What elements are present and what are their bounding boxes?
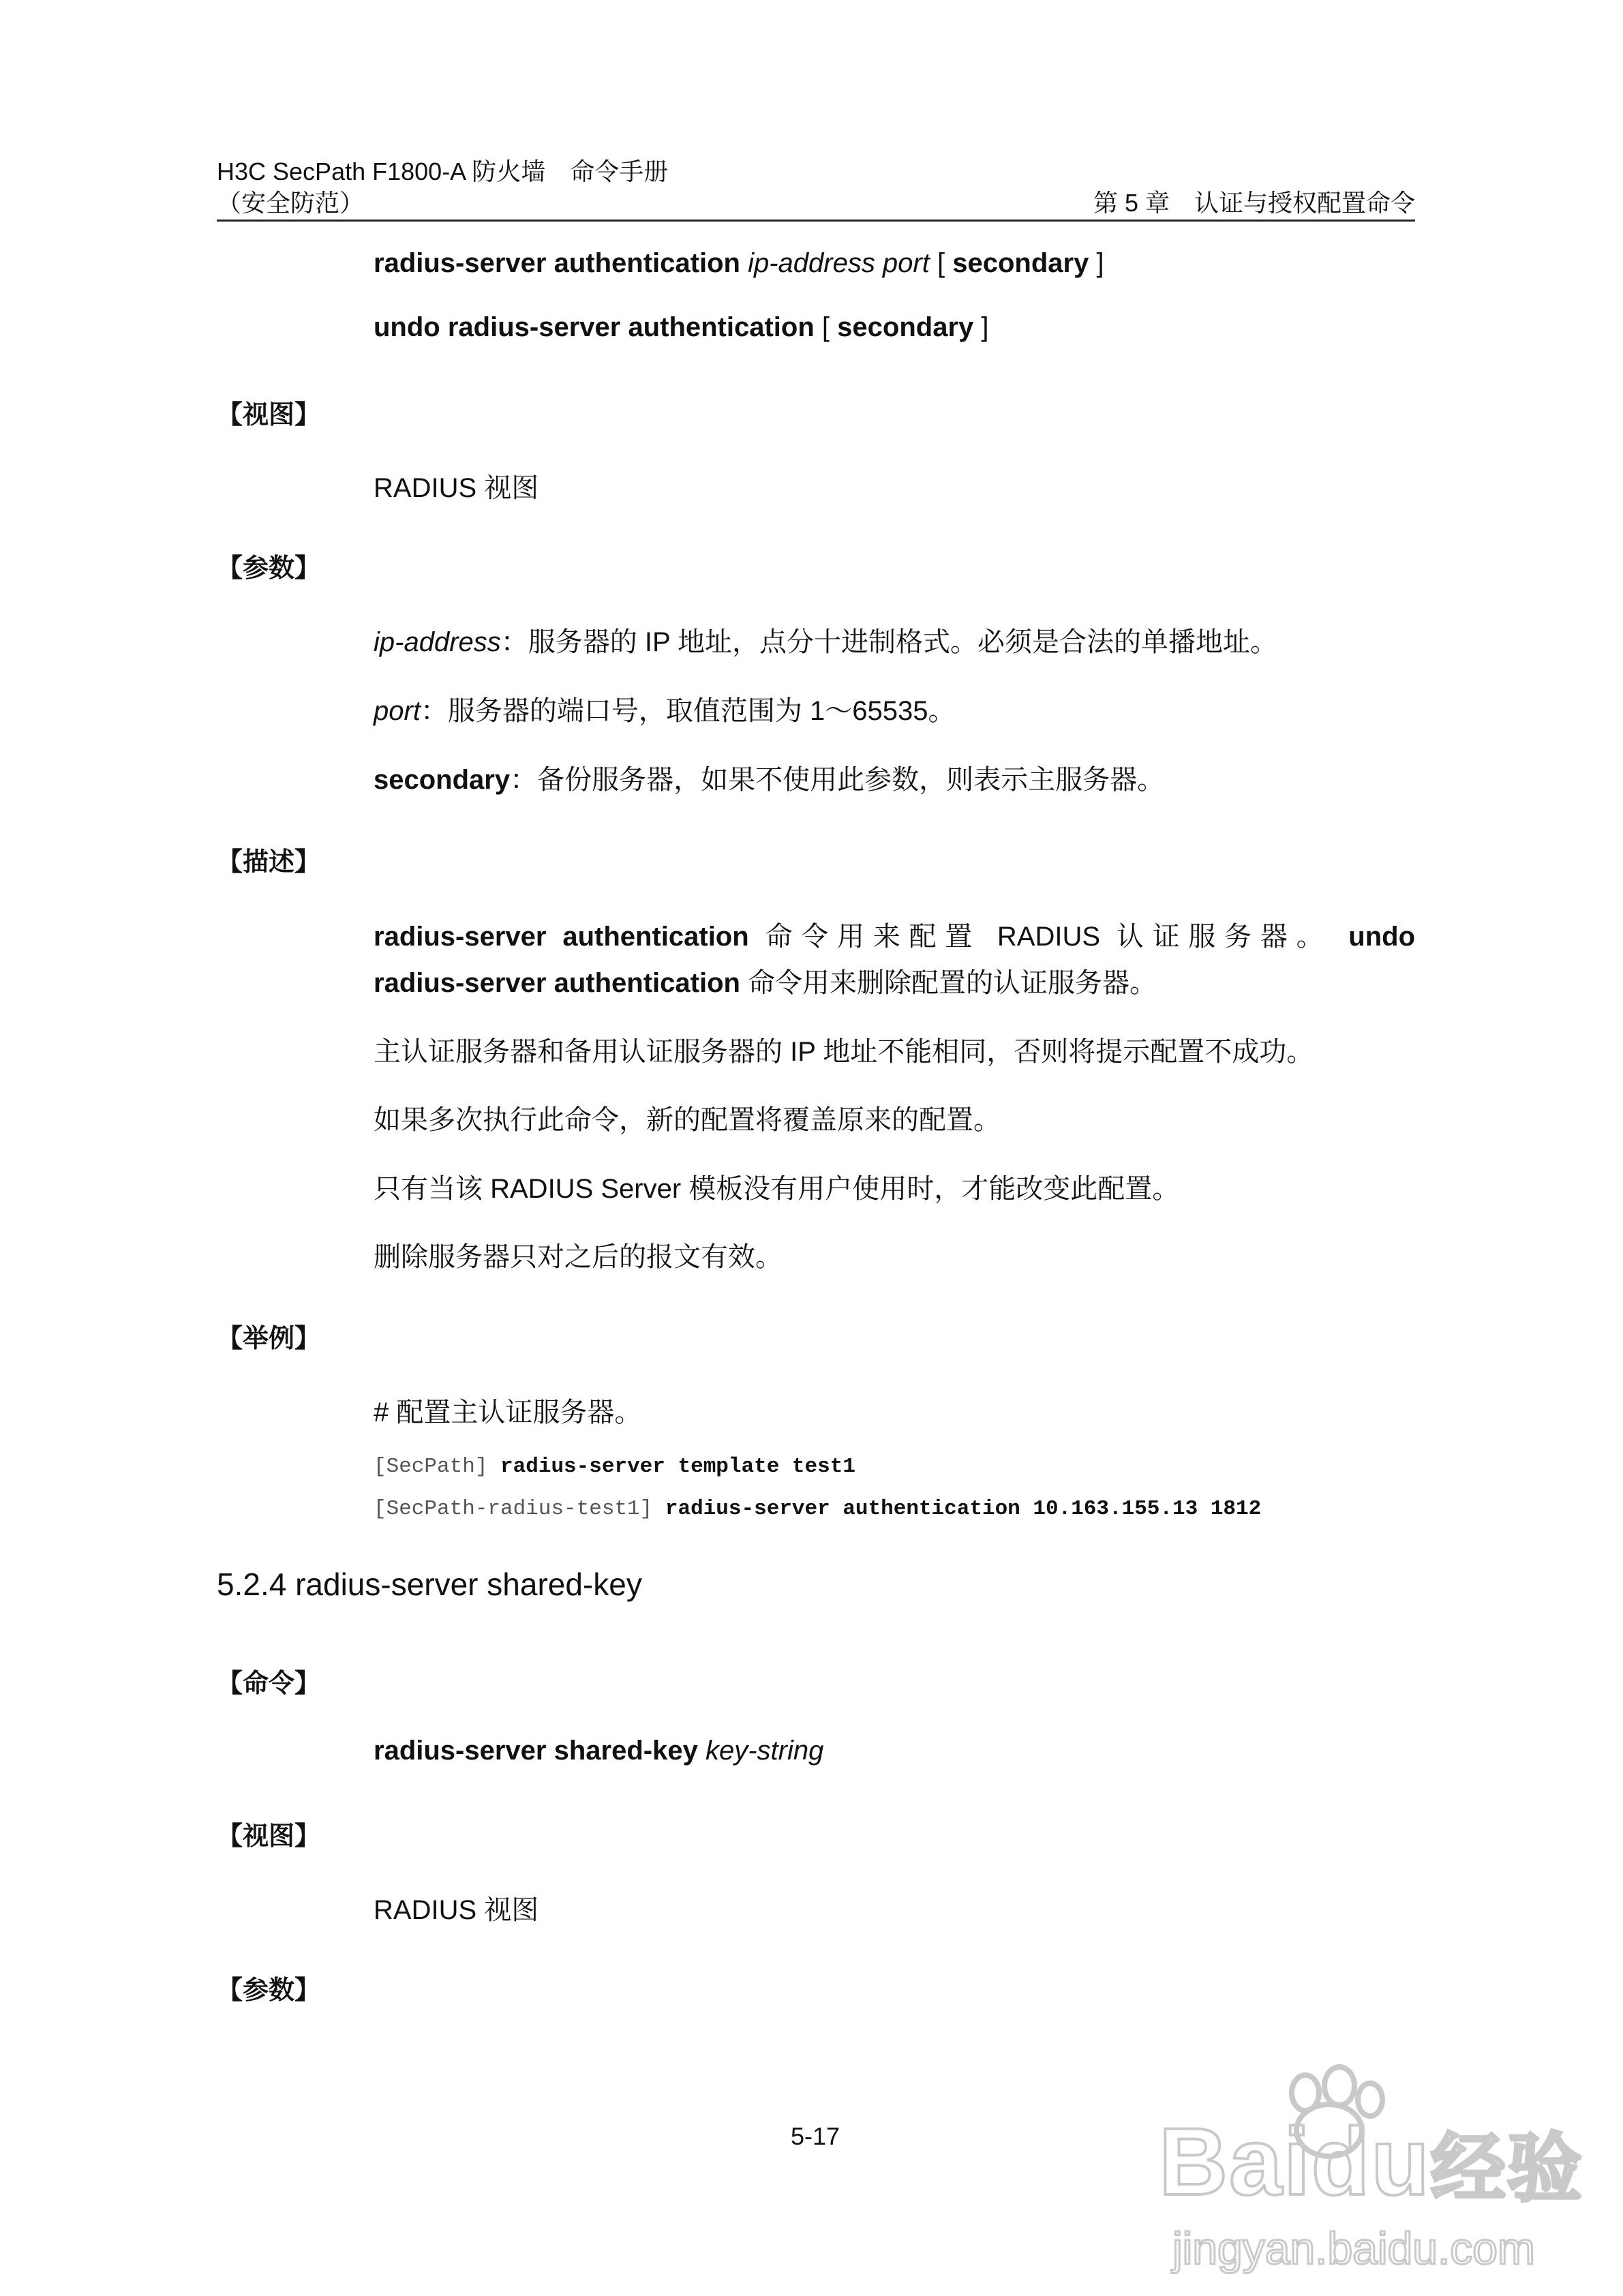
view-text: RADIUS 视图 xyxy=(374,1895,539,1925)
code-command: radius-server template test1 xyxy=(500,1455,855,1479)
param-text: ：服务器的端口号，取值范围为 1～65535。 xyxy=(420,696,956,726)
header-rule xyxy=(217,220,1415,222)
param-name: ip-address xyxy=(374,627,501,657)
command-args: ip-address port xyxy=(748,248,930,278)
example-comment: # 配置主认证服务器。 xyxy=(374,1398,642,1428)
section-description: 【描述】 xyxy=(217,848,321,877)
desc-paragraph: 删除服务器只对之后的报文有效。 xyxy=(374,1242,783,1272)
page-number: 5-17 xyxy=(791,2122,840,2150)
param-ip-address xyxy=(374,620,1277,659)
desc-text: 命令用来配置 RADIUS 认证服务器。 xyxy=(765,922,1333,952)
code-line xyxy=(374,1497,1261,1521)
command-arg: key-string xyxy=(705,1736,824,1766)
desc-text: 命令用来删除配置的认证服务器。 xyxy=(748,968,1157,998)
section-view: 【视图】 xyxy=(217,1822,321,1851)
section-heading: 5.2.4 radius-server shared-key xyxy=(217,1567,642,1602)
desc-line-2 xyxy=(374,961,1157,1000)
undo-command-keyword: undo radius-server authentication xyxy=(374,312,815,342)
param-name: port xyxy=(374,696,421,726)
section-params: 【参数】 xyxy=(217,554,321,583)
command-keyword: radius-server authentication xyxy=(374,248,740,278)
watermark-url: jingyan.baidu.com xyxy=(1172,2223,1535,2274)
opt-close: ] xyxy=(1096,248,1104,278)
code-command: radius-server authentication 10.163.155.13 1812 xyxy=(665,1497,1262,1521)
param-text: ：服务器的 IP 地址，点分十进制格式。必须是合法的单播地址。 xyxy=(500,627,1278,657)
opt-close: ] xyxy=(981,312,989,342)
param-port xyxy=(374,689,956,728)
baidu-watermark xyxy=(1159,2059,1583,2277)
desc-paragraph: 如果多次执行此命令，新的配置将覆盖原来的配置。 xyxy=(374,1105,1001,1135)
desc-command: radius-server authentication xyxy=(374,968,740,998)
desc-paragraph: 主认证服务器和备用认证服务器的 IP 地址不能相同，否则将提示配置不成功。 xyxy=(374,1037,1314,1067)
opt-open: [ xyxy=(821,312,830,342)
section-example: 【举例】 xyxy=(217,1325,321,1353)
param-name: secondary xyxy=(374,765,511,795)
view-text: RADIUS 视图 xyxy=(374,473,539,503)
header-chapter: 第 5 章 认证与授权配置命令 xyxy=(1093,189,1415,217)
command-syntax-1 xyxy=(374,248,1104,279)
desc-paragraph: 只有当该 RADIUS Server 模板没有用户使用时，才能改变此配置。 xyxy=(374,1174,1180,1204)
param-text: ：备份服务器，如果不使用此参数，则表示主服务器。 xyxy=(510,765,1165,795)
header-volume: （安全防范） xyxy=(217,189,365,217)
desc-line-1 xyxy=(374,915,1415,954)
code-prompt: [SecPath-radius-test1] xyxy=(374,1497,653,1521)
command-keyword: radius-server shared-key xyxy=(374,1736,698,1766)
param-secondary xyxy=(374,758,1164,797)
command-syntax-3 xyxy=(374,1736,823,1766)
watermark-brand: Baidu经验 xyxy=(1159,2108,1583,2215)
opt-keyword: secondary xyxy=(952,248,1089,278)
section-view: 【视图】 xyxy=(217,401,321,429)
command-syntax-2 xyxy=(374,312,989,343)
desc-undo: undo xyxy=(1348,922,1416,952)
opt-keyword: secondary xyxy=(837,312,974,342)
code-prompt: [SecPath] xyxy=(374,1455,488,1479)
opt-open: [ xyxy=(937,248,945,278)
section-params: 【参数】 xyxy=(217,1976,321,2005)
header-product: H3C SecPath F1800-A 防火墙 命令手册 xyxy=(217,157,669,185)
section-command: 【命令】 xyxy=(217,1670,321,1698)
code-line xyxy=(374,1455,855,1479)
desc-command: radius-server authentication xyxy=(374,922,749,952)
